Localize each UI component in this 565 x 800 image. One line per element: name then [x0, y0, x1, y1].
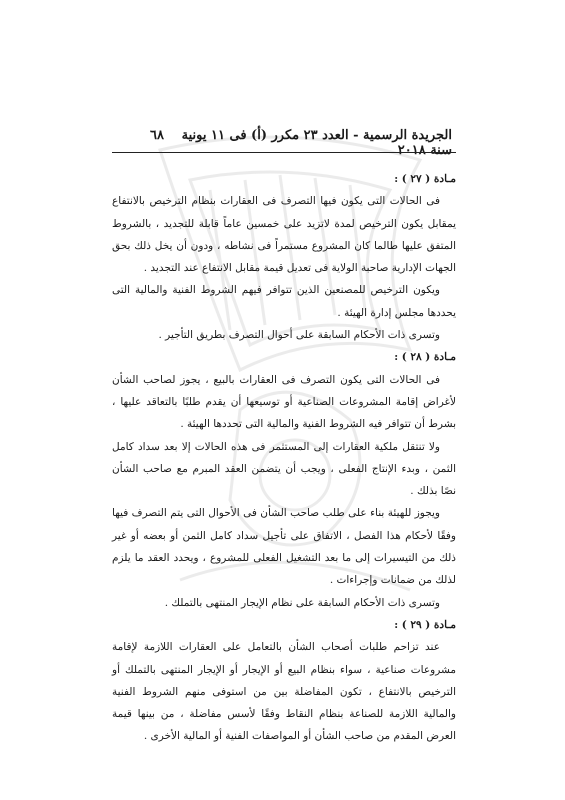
- article-paragraph: ويجوز للهيئة بناء على طلب صاحب الشأن فى الأحوال التى يتم التصرف فيها وفقًا لأحكام هذا الفصل ، الاتفاق على تأجيل سداد كامل الثمن أو بعضه أو غير ذلك من التيسيرات إلى ما بعد التشغيل الفعلى للمشروع ، ويحدد العقد ما يلزم لذلك من ضمانات وإجراءات .: [112, 507, 456, 587]
- document-body: [112, 168, 456, 748]
- article-paragraph: ولا تنتقل ملكية العقارات إلى المستثمر فى هذه الحالات إلا بعد سداد كامل الثمن ، وبدء الإنتاج الفعلى ، ويجب أن يتضمن العقد المبرم مع صاحب الشأن نصًا بذلك .: [112, 440, 456, 498]
- article-paragraph: عند تزاحم طلبات أصحاب الشأن بالتعامل على العقارات اللازمة لإقامة مشروعات صناعية ، سواء بنظام البيع أو الإيجار أو الإيجار المنتهى بالتملك أو الترخيص بالانتفاع ، تكون المفاضلة بين من استوفى منهم الشروط الفنية والمالية اللازمة للصناعة بنظام النقاط وفقًا لأسس مفاضلة ، من بينها قيمة العرض المقدم من صاحب الشأن أو المواصفات الفنية أو المالية الأخرى .: [112, 641, 456, 743]
- page-number: ٦٨: [150, 128, 164, 143]
- article-title: مـادة ( ٢٧ ) :: [394, 173, 456, 185]
- article-paragraph: فى الحالات التى يكون التصرف فى العقارات بالبيع ، يجوز لصاحب الشأن لأغراض إقامة المشروعات الصناعية أو توسيعها أن يقدم طلبًا بالتعاقد عليها ، بشرط أن تتوافر فيه الشروط الفنية والمالية التى تحددها الهيئة .: [112, 373, 456, 431]
- article-title: مـادة ( ٢٨ ) :: [394, 351, 456, 364]
- article-paragraph: وتسرى ذات الأحكام السابقة على نظام الإيجار المنتهى بالتملك .: [164, 596, 440, 609]
- article-paragraph: ويكون الترخيص للمصنعين الذين تتوافر فيهم الشروط الفنية والمالية التى يحددها مجلس إدارة الهيئة .: [112, 284, 456, 319]
- page-header: [150, 128, 452, 158]
- article-paragraph: وتسرى ذات الأحكام السابقة على أحوال التصرف بطريق التأجير .: [158, 329, 440, 342]
- article-paragraph: فى الحالات التى يكون فيها التصرف فى العقارات بنظام الترخيص بالانتفاع يمقابل يكون الترخيص لمدة لاتزيد على خمسين عاماً قابلة للتجديد ، بالشروط المتفق عليها طالما كان المشروع مستمراً فى نشاطه ، ودون أن يخل ذلك بحق الجهات الإدارية صاحبة الولاية فى تعديل قيمة مقابل الانتفاع عند التجديد .: [112, 195, 456, 275]
- article-title: مـادة ( ٢٩ ) :: [394, 618, 456, 631]
- header-divider: [112, 152, 456, 153]
- header-title: الجريدة الرسمية - العدد ٢٣ مكرر (أ) فى ١١ يونية سنة ٢٠١٨: [181, 128, 452, 158]
